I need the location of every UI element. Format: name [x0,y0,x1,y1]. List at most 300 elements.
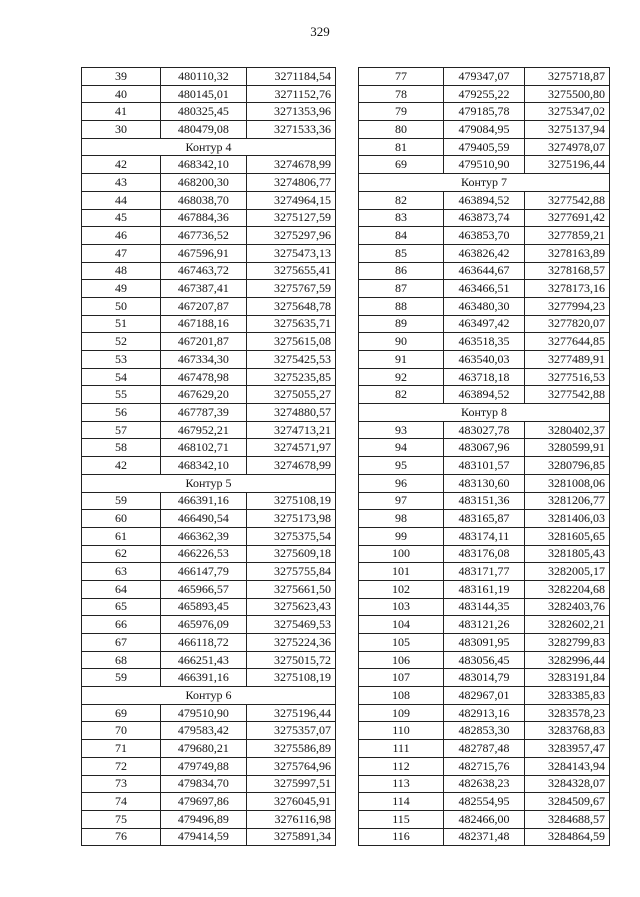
x-coordinate-cell: 483171,77 [444,563,525,581]
point-number-cell: 80 [359,121,444,139]
y-coordinate-cell: 3275661,50 [246,580,335,598]
table-row [82,351,336,369]
point-number-cell: 98 [359,510,444,528]
y-coordinate-cell: 3283768,83 [524,722,609,740]
table-row [359,563,610,581]
table-row [82,616,336,634]
point-number-cell: 91 [359,351,444,369]
x-coordinate-cell: 463894,52 [444,191,525,209]
y-coordinate-cell: 3277859,21 [524,227,609,245]
point-number-cell: 39 [82,68,161,86]
table-row [82,740,336,758]
x-coordinate-cell: 467201,87 [160,333,246,351]
point-number-cell: 88 [359,297,444,315]
y-coordinate-cell: 3277542,88 [524,191,609,209]
point-number-cell: 105 [359,634,444,652]
y-coordinate-cell: 3271533,36 [246,121,335,139]
x-coordinate-cell: 479255,22 [444,85,525,103]
x-coordinate-cell: 479697,86 [160,793,246,811]
table-row [82,722,336,740]
table-row [82,333,336,351]
coordinates-table-left-body [82,68,336,846]
y-coordinate-cell: 3274678,99 [246,156,335,174]
y-coordinate-cell: 3275055,27 [246,386,335,404]
y-coordinate-cell: 3275500,80 [524,85,609,103]
x-coordinate-cell: 463853,70 [444,227,525,245]
x-coordinate-cell: 466251,43 [160,651,246,669]
x-coordinate-cell: 463480,30 [444,297,525,315]
point-number-cell: 30 [82,121,161,139]
table-row [359,386,610,404]
y-coordinate-cell: 3275015,72 [246,651,335,669]
x-coordinate-cell: 466490,54 [160,510,246,528]
point-number-cell: 71 [82,740,161,758]
x-coordinate-cell: 463497,42 [444,315,525,333]
x-coordinate-cell: 465976,09 [160,616,246,634]
table-row [82,704,336,722]
x-coordinate-cell: 483091,95 [444,634,525,652]
table-row [359,209,610,227]
point-number-cell: 99 [359,527,444,545]
y-coordinate-cell: 3275127,59 [246,209,335,227]
y-coordinate-cell: 3284143,94 [524,757,609,775]
point-number-cell: 53 [82,351,161,369]
point-number-cell: 42 [82,457,161,475]
x-coordinate-cell: 467787,39 [160,404,246,422]
x-coordinate-cell: 463873,74 [444,209,525,227]
x-coordinate-cell: 482913,16 [444,704,525,722]
table-row [359,138,610,156]
x-coordinate-cell: 467478,98 [160,368,246,386]
table-row [359,156,610,174]
contour-label: Контур 4 [82,138,336,156]
contour-header-row [359,174,610,192]
table-row [82,651,336,669]
coordinates-table-right-body [359,68,610,846]
y-coordinate-cell: 3283957,47 [524,740,609,758]
point-number-cell: 77 [359,68,444,86]
point-number-cell: 103 [359,598,444,616]
point-number-cell: 44 [82,191,161,209]
coordinates-table-right [358,67,610,846]
point-number-cell: 79 [359,103,444,121]
x-coordinate-cell: 466391,16 [160,492,246,510]
point-number-cell: 100 [359,545,444,563]
x-coordinate-cell: 466362,39 [160,527,246,545]
x-coordinate-cell: 482638,23 [444,775,525,793]
table-row [82,244,336,262]
table-row [359,351,610,369]
x-coordinate-cell: 482787,48 [444,740,525,758]
table-row [82,386,336,404]
point-number-cell: 69 [359,156,444,174]
y-coordinate-cell: 3283191,84 [524,669,609,687]
table-row [359,368,610,386]
table-row [82,103,336,121]
point-number-cell: 112 [359,757,444,775]
point-number-cell: 107 [359,669,444,687]
x-coordinate-cell: 483014,79 [444,669,525,687]
y-coordinate-cell: 3275425,53 [246,351,335,369]
table-row [82,227,336,245]
point-number-cell: 87 [359,280,444,298]
table-row [82,121,336,139]
table-row [82,634,336,652]
contour-header-row [82,687,336,705]
y-coordinate-cell: 3275196,44 [246,704,335,722]
table-row [82,68,336,86]
table-row [359,651,610,669]
table-row [82,775,336,793]
y-coordinate-cell: 3276116,98 [246,810,335,828]
y-coordinate-cell: 3274964,15 [246,191,335,209]
x-coordinate-cell: 483151,36 [444,492,525,510]
y-coordinate-cell: 3282005,17 [524,563,609,581]
table-row [359,616,610,634]
table-row [359,457,610,475]
y-coordinate-cell: 3275891,34 [246,828,335,846]
table-row [359,333,610,351]
table-row [359,527,610,545]
y-coordinate-cell: 3275347,02 [524,103,609,121]
table-row [359,810,610,828]
point-number-cell: 50 [82,297,161,315]
x-coordinate-cell: 479680,21 [160,740,246,758]
x-coordinate-cell: 479405,59 [444,138,525,156]
contour-header-row [82,474,336,492]
table-row [82,457,336,475]
x-coordinate-cell: 483165,87 [444,510,525,528]
point-number-cell: 42 [82,156,161,174]
point-number-cell: 63 [82,563,161,581]
x-coordinate-cell: 479414,59 [160,828,246,846]
y-coordinate-cell: 3277516,53 [524,368,609,386]
point-number-cell: 48 [82,262,161,280]
x-coordinate-cell: 483144,35 [444,598,525,616]
x-coordinate-cell: 468038,70 [160,191,246,209]
y-coordinate-cell: 3282799,83 [524,634,609,652]
x-coordinate-cell: 466226,53 [160,545,246,563]
point-number-cell: 96 [359,474,444,492]
point-number-cell: 94 [359,439,444,457]
y-coordinate-cell: 3275173,98 [246,510,335,528]
y-coordinate-cell: 3275224,36 [246,634,335,652]
table-row [82,404,336,422]
table-row [82,315,336,333]
table-row [82,209,336,227]
table-row [82,492,336,510]
x-coordinate-cell: 483130,60 [444,474,525,492]
table-row [82,510,336,528]
table-row [359,545,610,563]
y-coordinate-cell: 3281206,77 [524,492,609,510]
y-coordinate-cell: 3274713,21 [246,421,335,439]
point-number-cell: 106 [359,651,444,669]
table-row [359,634,610,652]
x-coordinate-cell: 463826,42 [444,244,525,262]
y-coordinate-cell: 3275235,85 [246,368,335,386]
contour-label: Контур 7 [359,174,610,192]
y-coordinate-cell: 3275767,59 [246,280,335,298]
x-coordinate-cell: 480479,08 [160,121,246,139]
coordinates-table-left [81,67,336,846]
point-number-cell: 81 [359,138,444,156]
table-row [359,315,610,333]
x-coordinate-cell: 479347,07 [444,68,525,86]
y-coordinate-cell: 3281406,03 [524,510,609,528]
y-coordinate-cell: 3277542,88 [524,386,609,404]
point-number-cell: 58 [82,439,161,457]
x-coordinate-cell: 466147,79 [160,563,246,581]
point-number-cell: 108 [359,687,444,705]
x-coordinate-cell: 465893,45 [160,598,246,616]
contour-label: Контур 6 [82,687,336,705]
y-coordinate-cell: 3275586,89 [246,740,335,758]
point-number-cell: 102 [359,580,444,598]
point-number-cell: 75 [82,810,161,828]
contour-header-row [359,404,610,422]
y-coordinate-cell: 3274880,57 [246,404,335,422]
table-row [359,191,610,209]
y-coordinate-cell: 3284328,07 [524,775,609,793]
x-coordinate-cell: 479496,89 [160,810,246,828]
point-number-cell: 82 [359,386,444,404]
point-number-cell: 47 [82,244,161,262]
point-number-cell: 64 [82,580,161,598]
y-coordinate-cell: 3284688,57 [524,810,609,828]
point-number-cell: 59 [82,492,161,510]
table-row [359,510,610,528]
table-row [82,174,336,192]
point-number-cell: 111 [359,740,444,758]
table-row [359,598,610,616]
y-coordinate-cell: 3283385,83 [524,687,609,705]
x-coordinate-cell: 483067,96 [444,439,525,457]
table-row [82,156,336,174]
x-coordinate-cell: 479185,78 [444,103,525,121]
x-coordinate-cell: 463540,03 [444,351,525,369]
x-coordinate-cell: 479749,88 [160,757,246,775]
x-coordinate-cell: 483176,08 [444,545,525,563]
y-coordinate-cell: 3275764,96 [246,757,335,775]
y-coordinate-cell: 3274678,99 [246,457,335,475]
point-number-cell: 73 [82,775,161,793]
x-coordinate-cell: 468102,71 [160,439,246,457]
y-coordinate-cell: 3278173,16 [524,280,609,298]
point-number-cell: 90 [359,333,444,351]
y-coordinate-cell: 3282602,21 [524,616,609,634]
y-coordinate-cell: 3278168,57 [524,262,609,280]
table-row [359,704,610,722]
point-number-cell: 43 [82,174,161,192]
contour-label: Контур 8 [359,404,610,422]
y-coordinate-cell: 3275615,08 [246,333,335,351]
table-row [82,297,336,315]
point-number-cell: 89 [359,315,444,333]
y-coordinate-cell: 3277644,85 [524,333,609,351]
x-coordinate-cell: 467629,20 [160,386,246,404]
y-coordinate-cell: 3275473,13 [246,244,335,262]
table-row [82,757,336,775]
y-coordinate-cell: 3275635,71 [246,315,335,333]
y-coordinate-cell: 3284864,59 [524,828,609,846]
x-coordinate-cell: 480325,45 [160,103,246,121]
point-number-cell: 61 [82,527,161,545]
x-coordinate-cell: 480110,32 [160,68,246,86]
point-number-cell: 110 [359,722,444,740]
x-coordinate-cell: 463518,35 [444,333,525,351]
table-row [82,262,336,280]
table-row [359,740,610,758]
point-number-cell: 67 [82,634,161,652]
y-coordinate-cell: 3275623,43 [246,598,335,616]
table-row [359,103,610,121]
x-coordinate-cell: 480145,01 [160,85,246,103]
x-coordinate-cell: 467952,21 [160,421,246,439]
x-coordinate-cell: 466391,16 [160,669,246,687]
y-coordinate-cell: 3275357,07 [246,722,335,740]
page-number: 329 [310,24,330,39]
point-number-cell: 97 [359,492,444,510]
point-number-cell: 115 [359,810,444,828]
x-coordinate-cell: 465966,57 [160,580,246,598]
point-number-cell: 104 [359,616,444,634]
table-row [359,421,610,439]
y-coordinate-cell: 3275718,87 [524,68,609,86]
table-row [359,722,610,740]
point-number-cell: 57 [82,421,161,439]
y-coordinate-cell: 3284509,67 [524,793,609,811]
y-coordinate-cell: 3274571,97 [246,439,335,457]
point-number-cell: 46 [82,227,161,245]
point-number-cell: 86 [359,262,444,280]
y-coordinate-cell: 3281008,06 [524,474,609,492]
point-number-cell: 40 [82,85,161,103]
table-row [82,421,336,439]
point-number-cell: 116 [359,828,444,846]
x-coordinate-cell: 479510,90 [444,156,525,174]
table-row [82,85,336,103]
table-row [82,598,336,616]
point-number-cell: 85 [359,244,444,262]
x-coordinate-cell: 468200,30 [160,174,246,192]
point-number-cell: 114 [359,793,444,811]
y-coordinate-cell: 3274978,07 [524,138,609,156]
point-number-cell: 45 [82,209,161,227]
x-coordinate-cell: 479084,95 [444,121,525,139]
table-row [359,580,610,598]
y-coordinate-cell: 3275648,78 [246,297,335,315]
y-coordinate-cell: 3280599,91 [524,439,609,457]
table-row [359,227,610,245]
point-number-cell: 56 [82,404,161,422]
y-coordinate-cell: 3275655,41 [246,262,335,280]
y-coordinate-cell: 3277489,91 [524,351,609,369]
point-number-cell: 55 [82,386,161,404]
point-number-cell: 41 [82,103,161,121]
x-coordinate-cell: 482554,95 [444,793,525,811]
y-coordinate-cell: 3277994,23 [524,297,609,315]
y-coordinate-cell: 3276045,91 [246,793,335,811]
x-coordinate-cell: 479510,90 [160,704,246,722]
point-number-cell: 62 [82,545,161,563]
y-coordinate-cell: 3275137,94 [524,121,609,139]
point-number-cell: 101 [359,563,444,581]
y-coordinate-cell: 3275108,19 [246,492,335,510]
point-number-cell: 82 [359,191,444,209]
x-coordinate-cell: 467736,52 [160,227,246,245]
y-coordinate-cell: 3282204,68 [524,580,609,598]
x-coordinate-cell: 463718,18 [444,368,525,386]
table-row [359,68,610,86]
y-coordinate-cell: 3283578,23 [524,704,609,722]
table-row [359,775,610,793]
x-coordinate-cell: 467334,30 [160,351,246,369]
y-coordinate-cell: 3275609,18 [246,545,335,563]
x-coordinate-cell: 482466,00 [444,810,525,828]
x-coordinate-cell: 463894,52 [444,386,525,404]
contour-header-row [82,138,336,156]
point-number-cell: 74 [82,793,161,811]
point-number-cell: 95 [359,457,444,475]
x-coordinate-cell: 463644,67 [444,262,525,280]
y-coordinate-cell: 3278163,89 [524,244,609,262]
y-coordinate-cell: 3271353,96 [246,103,335,121]
y-coordinate-cell: 3271152,76 [246,85,335,103]
y-coordinate-cell: 3282403,76 [524,598,609,616]
x-coordinate-cell: 479583,42 [160,722,246,740]
y-coordinate-cell: 3275469,53 [246,616,335,634]
point-number-cell: 84 [359,227,444,245]
y-coordinate-cell: 3277820,07 [524,315,609,333]
point-number-cell: 72 [82,757,161,775]
x-coordinate-cell: 467884,36 [160,209,246,227]
x-coordinate-cell: 483027,78 [444,421,525,439]
point-number-cell: 92 [359,368,444,386]
table-row [82,580,336,598]
table-row [359,669,610,687]
table-row [82,191,336,209]
y-coordinate-cell: 3277691,42 [524,209,609,227]
x-coordinate-cell: 483101,57 [444,457,525,475]
table-row [82,280,336,298]
x-coordinate-cell: 468342,10 [160,457,246,475]
contour-label: Контур 5 [82,474,336,492]
point-number-cell: 60 [82,510,161,528]
point-number-cell: 109 [359,704,444,722]
table-row [359,687,610,705]
x-coordinate-cell: 467207,87 [160,297,246,315]
x-coordinate-cell: 483174,11 [444,527,525,545]
point-number-cell: 59 [82,669,161,687]
point-number-cell: 65 [82,598,161,616]
x-coordinate-cell: 467387,41 [160,280,246,298]
table-row [359,439,610,457]
point-number-cell: 83 [359,209,444,227]
point-number-cell: 68 [82,651,161,669]
table-row [359,793,610,811]
point-number-cell: 78 [359,85,444,103]
y-coordinate-cell: 3275297,96 [246,227,335,245]
y-coordinate-cell: 3280402,37 [524,421,609,439]
y-coordinate-cell: 3275375,54 [246,527,335,545]
y-coordinate-cell: 3281805,43 [524,545,609,563]
table-row [82,563,336,581]
y-coordinate-cell: 3282996,44 [524,651,609,669]
table-row [359,474,610,492]
table-row [82,545,336,563]
y-coordinate-cell: 3275108,19 [246,669,335,687]
